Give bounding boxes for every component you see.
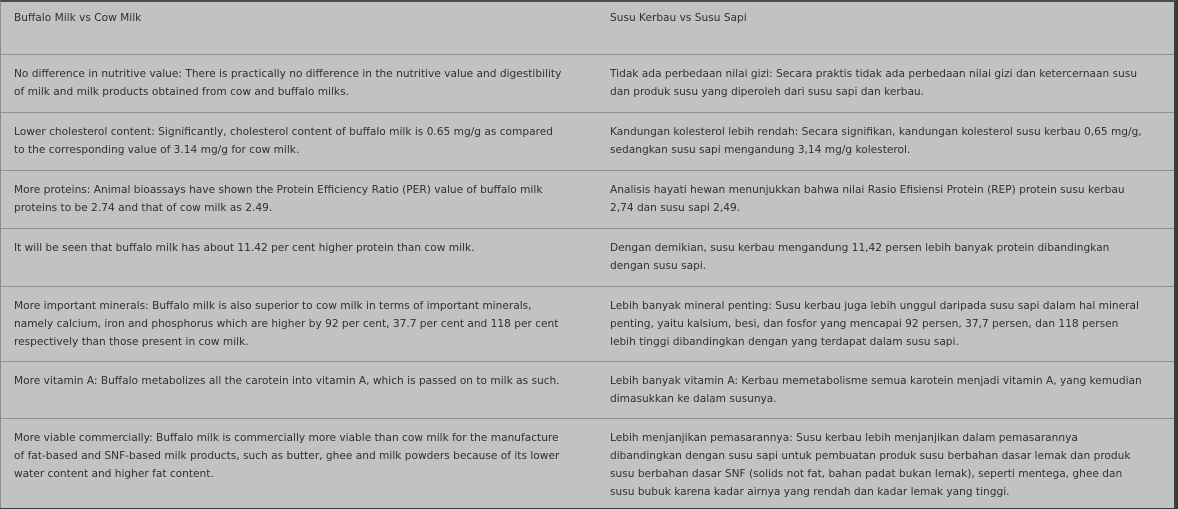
cell-english-text: More important minerals: Buffalo milk is also superior to cow milk in terms of important minerals, namely calcium, iron and phosphorus which are higher by 92 per cent, 37.7 per cent and 118 per cent respectively than those present in cow milk. [14,300,559,348]
cell-indonesian-text: Lebih menjanjikan pemasarannya: Susu kerbau lebih menjanjikan dalam pemasarannya dibandingkan dengan susu sapi untuk pembuatan produk susu berbahan dasar lemak dan produk susu berbahan dasar SNF (solids not fat, bahan padat bukan lemak), seperti mentega, ghee dan susu bubuk karena kadar airnya yang rendah dan kadar lemak yang tinggi. [610,432,1131,498]
cell-english-text: No difference in nutritive value: There is practically no difference in the nutritive value and digestibility of milk and milk products obtained from cow and buffalo milks. [14,68,562,98]
cell-indonesian-text: Dengan demikian, susu kerbau mengandung 11,42 persen lebih banyak protein dibandingkan dengan susu sapi. [610,242,1110,272]
cell-indonesian [597,419,1174,509]
table-row [1,229,1174,287]
table-header-row [1,2,1174,55]
cell-indonesian [597,171,1174,229]
cell-english-text: More viable commercially: Buffalo milk is commercially more viable than cow milk for the manufacture of fat-based and SNF-based milk products, such as butter, ghee and milk powders because of its lower water content and higher fat content. [14,432,560,480]
table-row [1,287,1174,362]
header-indonesian [597,2,1174,55]
header-english-text: Buffalo Milk vs Cow Milk [14,12,142,24]
cell-indonesian [597,287,1174,362]
table-row [1,419,1174,509]
cell-indonesian-text: Analisis hayati hewan menunjukkan bahwa nilai Rasio Efisiensi Protein (REP) protein susu kerbau 2,74 dan susu sapi 2,49. [610,184,1125,214]
table-row [1,362,1174,419]
cell-indonesian-text: Kandungan kolesterol lebih rendah: Secara signifikan, kandungan kolesterol susu kerbau 0,65 mg/g, sedangkan susu sapi mengandung 3,14 mg/g kolesterol. [610,126,1142,156]
cell-english [1,362,597,419]
cell-english-text: More proteins: Animal bioassays have shown the Protein Efficiency Ratio (PER) value of buffalo milk proteins to be 2.74 and that of cow milk as 2.49. [14,184,543,214]
header-english [1,2,597,55]
cell-english [1,113,597,171]
table-row [1,171,1174,229]
table-row [1,113,1174,171]
cell-indonesian [597,55,1174,113]
cell-english [1,55,597,113]
cell-indonesian-text: Lebih banyak vitamin A: Kerbau memetabolisme semua karotein menjadi vitamin A, yang kemudian dimasukkan ke dalam susunya. [610,375,1142,405]
cell-indonesian [597,229,1174,287]
cell-indonesian-text: Tidak ada perbedaan nilai gizi: Secara praktis tidak ada perbedaan nilai gizi dan ketercernaan susu dan produk susu yang diperoleh dari susu sapi dan kerbau. [610,68,1138,98]
cell-indonesian [597,113,1174,171]
header-indonesian-text: Susu Kerbau vs Susu Sapi [610,12,747,24]
cell-indonesian-text: Lebih banyak mineral penting: Susu kerbau juga lebih unggul daripada susu sapi dalam hal mineral penting, yaitu kalsium, besi, dan fosfor yang mencapai 92 persen, 37,7 persen, dan 118 persen lebih tinggi dibandingkan dengan yang terdapat dalam susu sapi. [610,300,1139,348]
cell-english [1,287,597,362]
comparison-table [1,2,1174,508]
cell-english [1,419,597,509]
cell-indonesian [597,362,1174,419]
table-row [1,55,1174,113]
cell-english [1,229,597,287]
cell-english [1,171,597,229]
cell-english-text: Lower cholesterol content: Significantly, cholesterol content of buffalo milk is 0.65 mg/g as compared to the corresponding value of 3.14 mg/g for cow milk. [14,126,553,156]
cell-english-text: More vitamin A: Buffalo metabolizes all the carotein into vitamin A, which is passed on to milk as such. [14,375,560,387]
cell-english-text: It will be seen that buffalo milk has about 11.42 per cent higher protein than cow milk. [14,242,475,254]
